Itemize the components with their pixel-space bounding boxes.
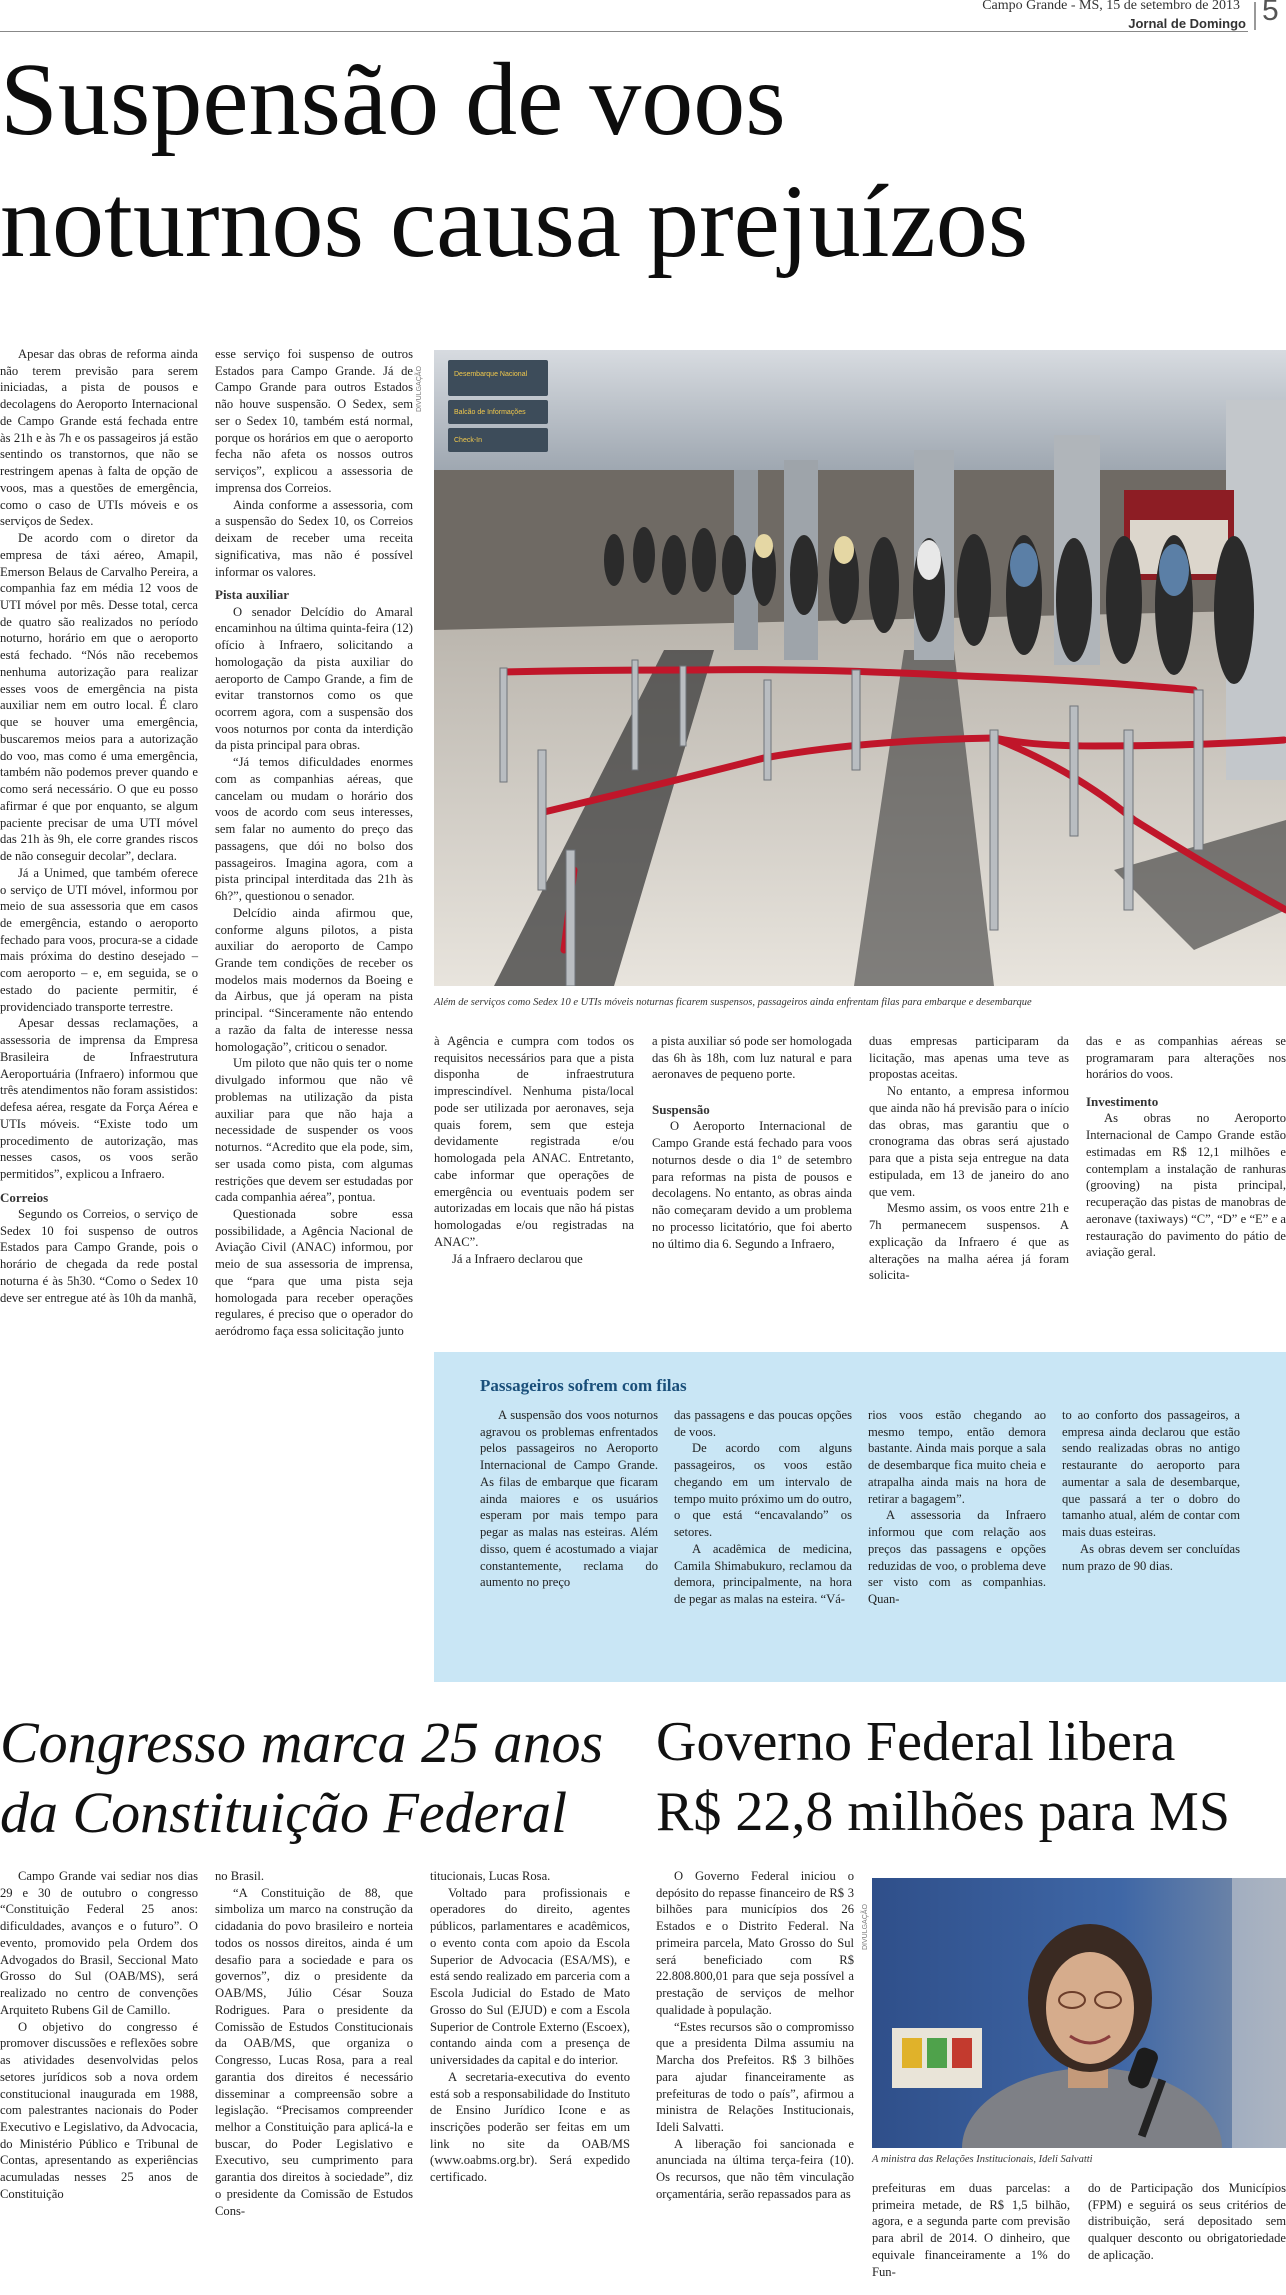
paragraph: Voltado para profissionais e operadores do direito, agentes públicos, parlamentares e acadêmicos, o evento conta com apoio da Escola Superior de Advocacia (ESA/MS), e está sendo realizado em parceria com a Escola Judicial do Estado de Mato Grosso do Sul (EJUD) e com a Escola Superior de Controle Externo (Escoex), contando ainda com a presença de universidades da capital e do interior.	[430, 1885, 630, 2068]
story2-column-3	[430, 1868, 630, 2186]
paragraph: Apesar das obras de reforma ainda não terem previsão para serem iniciadas, a pista de pousos e decolagens do Aeroporto Internacional de Campo Grande está fechada entre às 21h e às 7h e os passageiros já estão sentindo os transtornos, que não se restringem apenas à falta de opção de voos, mas a questões de emergência, como o caso de UTIs móveis e os serviços de Sedex.	[0, 347, 198, 529]
paragraph: das passagens e das poucas opções de voos.	[674, 1408, 852, 1439]
paragraph: As obras devem ser concluídas num prazo de 90 dias.	[1062, 1541, 1240, 1573]
story2-column-1	[0, 1868, 198, 2203]
photo-sign-1: Desembarque Nacional	[454, 371, 528, 378]
paragraph: à Agência e cumpra com todos os requisitos necessários para que a pista disponha de infraestrutura imprescindível. Nenhuma pista/local pode ser utilizada por aeronaves, seja quais forem, sem que esteja devidamente registrada e/ou homologada pela ANAC. Entretanto, cabe informar que operações de emergência ou eventuais podem ser autorizadas em locais que não há pistas homologadas e/ou registradas na ANAC”.	[434, 1034, 634, 1249]
paragraph: Ainda conforme a assessoria, com a suspensão do Sedex 10, os Correios deixam de receber uma receita significativa, mas não é possível informar os valores.	[215, 497, 413, 579]
paragraph: to ao conforto dos passageiros, a empresa ainda declarou que estão sendo realizadas obras no antigo restaurante do aeroporto para aumentar a sala de desembarque, que passará a ter o dobro do tamanho atual, além de contar com mais duas esteiras.	[1062, 1408, 1240, 1540]
subheading-pista-auxiliar: Pista auxiliar	[215, 587, 290, 603]
lead-column-6	[1086, 1033, 1286, 1261]
header-rule	[0, 31, 1248, 32]
paragraph: a pista auxiliar só pode ser homologada das 6h às 18h, com luz natural e para aeronaves de pequeno porte.	[652, 1034, 852, 1082]
paragraph: A acadêmica de medicina, Camila Shimabukuro, reclamou da demora, principalmente, na hora de pegar as malas na esteira. “Vá-	[674, 1541, 852, 1607]
airport-queue-photo	[434, 350, 1286, 986]
paragraph: titucionais, Lucas Rosa.	[430, 1869, 551, 1883]
lead-column-3	[434, 1033, 634, 1267]
sidebar-box-title: Passageiros sofrem com filas	[480, 1376, 687, 1395]
story3-column-2	[872, 2180, 1070, 2280]
subheading-suspensao: Suspensão	[652, 1102, 710, 1118]
sidebar-column-3	[868, 1407, 1046, 1608]
page-number: 5	[1262, 0, 1279, 27]
paper-name: Jornal de Domingo	[1128, 16, 1246, 31]
lead-column-5	[869, 1033, 1069, 1284]
story3-photo-caption: A ministra das Relações Institucionais, Ideli Salvatti	[872, 2154, 1093, 2165]
story2-column-2	[215, 1868, 413, 2219]
lead-column-1	[0, 346, 198, 1306]
lead-headline-line2: noturnos causa prejuízos	[0, 164, 1029, 279]
dateline: Campo Grande - MS, 15 de setembro de 2013	[982, 0, 1240, 13]
lead-column-4	[652, 1033, 852, 1252]
paragraph: De acordo com alguns passageiros, os voos estão chegando em um intervalo de tempo muito próximo um do outro, o que está “encavalando” os setores.	[674, 1441, 852, 1540]
page-number-divider	[1254, 2, 1256, 30]
paragraph: “Já temos dificuldades enormes com as companhias aéreas, que cancelam ou mudam o horário dos voos de acordo com seus interesses, sem falar no aumento do preço das passagens, que dói no bolso dos passageiros. Imagina agora, com a pista principal interditada das 21h às 6h?”, questionou o senador.	[215, 755, 413, 904]
paragraph: rios voos estão chegando ao mesmo tempo, então demora bastante. Ainda mais porque a sala de desembarque fica muito cheia e atrapalha ainda mais na hora de retirar a bagagem”.	[868, 1408, 1046, 1506]
paragraph: O Governo Federal iniciou o depósito do repasse financeiro de R$ 3 bilhões para municípios dos 26 Estados e o Distrito Federal. Na primeira parcela, Mato Grosso do Sul será beneficiado com R$ 22.808.800,01 para que seja possível a prestação de serviços de melhor qualidade à população.	[656, 1869, 854, 2017]
photo-credit: DIVULGAÇÃO	[416, 366, 423, 412]
sidebar-column-1	[480, 1407, 658, 1591]
photo-sign-3: Check-In	[454, 437, 483, 444]
paragraph: A liberação foi sancionada e anunciada na última terça-feira (10). Os recursos, que não têm vinculação orçamentária, serão repassados para as	[656, 2136, 854, 2201]
paragraph: O senador Delcídio do Amaral encaminhou na última quinta-feira (12) ofício à Infraero, solicitando a homologação da pista auxiliar do aeroporto de Campo Grande, a fim de evitar transtornos como os que ocorrem agora, com a suspensão dos voos noturnos por conta da interdição da pista principal para obras.	[215, 604, 413, 753]
paragraph: do de Participação dos Municípios (FPM) e seguirá os seus critérios de distribuição, será depositado sem qualquer desconto ou obrigatoriedade de aplicação.	[1088, 2181, 1286, 2262]
paragraph: Já a Infraero declarou que	[452, 1251, 583, 1266]
paragraph: Mesmo assim, os voos entre 21h e 7h permanecem suspensos. A explicação da Infraero é que as alterações na malha aérea já foram solicita-	[869, 1201, 1069, 1283]
paragraph: Apesar dessas reclamações, a assessoria de imprensa da Empresa Brasileira de Infraestrutura Aeroportuária (Infraero) informou que três atendimentos não foram assistidos: defesa aérea, resgate da Força Aérea e UTIs móveis. “Existe todo um procedimento de autorização, mas nesses casos, os voos serão permitidos”, explicou a Infraero.	[0, 1016, 198, 1181]
story3-column-3	[1088, 2180, 1286, 2264]
paragraph: prefeituras em duas parcelas: a primeira metade, de R$ 1,5 bilhão, agora, e a segunda parte com previsão para abril de 2014. O dinheiro, que equivale financeiramente a 1% do Fun-	[872, 2181, 1070, 2279]
sidebar-column-2	[674, 1407, 852, 1608]
paragraph: “Estes recursos são o compromisso que a presidenta Dilma assumiu na Marcha dos Prefeitos. R$ 3 bilhões para ajudar financeiramente as prefeituras de todo o país”, afirmou a ministra de Relações Institucionais, Ideli Salvatti.	[656, 2019, 854, 2135]
paragraph: De acordo com o diretor da empresa de táxi aéreo, Amapil, Emerson Belaus de Carvalho Pereira, a companhia faz em média 12 voos de UTI móvel por mês. Desse total, cerca de quatro são realizados no período noturno, horário em que o aeroporto está fechado. “Nós não recebemos nenhuma autorização para realizar esses voos de emergência na pista auxiliar nem em outro local. É claro que se houver uma emergência, buscaremos meios para a autorização do voo, mas como é uma emergência, também não podemos prever quando e como será necessário. O que eu posso afirmar é que por enquanto, se algum paciente precisar de uma UTI móvel das 21h às 9h, ele corre grandes riscos de não conseguir decolar”, declara.	[0, 531, 198, 864]
story3-column-1	[656, 1868, 854, 2203]
paragraph: no Brasil.	[215, 1869, 264, 1883]
paragraph: das e as companhias aéreas se programaram para alterações nos horários do voos.	[1086, 1034, 1286, 1082]
subheading-correios: Correios	[0, 1189, 49, 1205]
photo-sign-2: Balcão de Informações	[454, 409, 526, 416]
lead-photo-caption: Além de serviços como Sedex 10 e UTIs móveis noturnas ficarem suspensos, passageiros ainda enfrentam filas para embarque e desembarque	[434, 997, 1032, 1008]
paragraph: A assessoria da Infraero informou que com relação aos preços das passagens e opções reduzidas de voo, o problema deve ser visto com as companhias. Quan-	[868, 1508, 1046, 1607]
paragraph: Já a Unimed, que também oferece o serviço de UTI móvel, informou por meio de sua assessoria que em casos de emergência, estando o aeroporto fechado para voos, procura-se a cidade mais próxima do destino desejado – com aeroporto – e, em seguida, se o estado do paciente permitir, é providenciado transporte terrestre.	[0, 865, 198, 1014]
lead-column-2	[215, 346, 413, 1340]
paragraph: Campo Grande vai sediar nos dias 29 e 30 de outubro o congresso “Constituição Federal 25 anos: dificuldades, avanços e o futuro”. O evento, promovido pela Ordem dos Advogados do Brasil, Seccional Mato Grosso do Sul (OAB/MS), será realizado no centro de convenções Arquiteto Rubens Gil de Camillo.	[0, 1869, 198, 2017]
paragraph: O Aeroporto Internacional de Campo Grande está fechado para voos noturnos desde o dia 1º de setembro para reformas na pista de pousos e decolagens. No entanto, as obras ainda não começaram devido a um problema no processo licitatório, que foi aberto no último dia 6. Segundo a Infraero,	[652, 1119, 852, 1251]
sidebar-column-4	[1062, 1407, 1240, 1574]
paragraph: duas empresas participaram da licitação, mas apenas uma teve as propostas aceitas.	[869, 1034, 1069, 1082]
story2-headline-line2: da Constituição Federal	[0, 1780, 568, 1845]
paragraph: Segundo os Correios, o serviço de Sedex 10 foi suspenso de outros Estados para Campo Grande, pois o horário de chegada da rede postal noturna é às 5h30. “Como o Sedex 10 deve ser entregue até às 10h da manhã,	[0, 1207, 198, 1305]
paragraph: O objetivo do congresso é promover discussões e reflexões sobre as atividades desenvolvidas pelos setores jurídicos sob a nova ordem constitucional inaugurada em 1988, com palestrantes nacionais do Poder Executivo e Legislativo, da Advocacia, do Ministério Público e Tribunal de Contas, apresentando as experiências acumuladas nesses 25 anos de Constituição	[0, 2019, 198, 2201]
paragraph: A suspensão dos voos noturnos agravou os problemas enfrentados pelos passageiros no Aeroporto Internacional de Campo Grande. As filas de embarque que ficaram ainda maiores e os usuários esperam por mais tempo para pegar as malas nas esteiras. Além disso, quem é acostumado a viajar constantemente, reclama do aumento no preço	[480, 1408, 658, 1590]
story2-headline-line1: Congresso marca 25 anos	[0, 1710, 604, 1775]
minister-portrait-photo	[872, 1878, 1286, 2148]
lead-headline-line1: Suspensão de voos	[0, 42, 786, 157]
paragraph: No entanto, a empresa informou que ainda não há previsão para o início das obras, mas garantiu que o cronograma das obras será ajustado para que a pista seja entregue na data estipulada, em 13 de janeiro do ano que vem.	[869, 1084, 1069, 1199]
paragraph: esse serviço foi suspenso de outros Estados para Campo Grande. Já de Campo Grande para outros Estados não houve suspensão. O Sedex, sem ser o Sedex 10, também está normal, porque os horários em que o aeroporto fecha não afeta os nossos outros serviços”, explicou a assessoria de imprensa dos Correios.	[215, 347, 413, 495]
story3-headline-line1: Governo Federal libera	[656, 1711, 1176, 1773]
story3-headline-line2: R$ 22,8 milhões para MS	[656, 1781, 1230, 1843]
story3-photo-credit: DIVULGAÇÃO	[862, 1904, 869, 1950]
paragraph: As obras no Aeroporto Internacional de Campo Grande estão estimadas em R$ 12,1 milhões e contemplam a instalação de ranhuras (grooving) na pista principal, recuperação das pistas de manobras de aeronave (taxiways) “C”, “D” e “E” e a restauração do pavimento do pátio de aviação geral.	[1086, 1111, 1286, 1260]
paragraph: Delcídio ainda afirmou que, conforme alguns pilotos, a pista auxiliar do aeroporto de Campo Grande tem condições de receber os modelos mais modernos da Boeing e da Airbus, que já operam na pista principal. “Sinceramente não entendo a razão da falta de interesse nessa homologação”, criticou o senador.	[215, 905, 413, 1054]
paragraph: “A Constituição de 88, que simboliza um marco na construção da cidadania do povo brasileiro e norteia todos os nossos direitos, ainda é um desafio para a sociedade e para os governos”, diz o presidente da OAB/MS, Júlio César Souza Rodrigues. Para o presidente da Comissão de Estudos Constitucionais da OAB/MS, que organiza o Congresso, Lucas Rosa, para a real garantia dos direitos é necessário disseminar a compreensão sobre a legislação. “Precisamos compreender melhor a Constituição para aplicá-la e buscar, do Poder Legislativo e Executivo, seu cumprimento para garantia dos direitos à sociedade”, diz o presidente da Comissão de Estudos Cons-	[215, 1885, 413, 2218]
paragraph: Um piloto que não quis ter o nome divulgado informou que não vê problemas na utilização da pista auxiliar para que não haja a necessidade de suspender os voos noturnos. “Acredito que ela pode, sim, ser usada como pista, com algumas restrições que devem ser estudadas por cada companhia aérea”, pontua.	[215, 1056, 413, 1205]
subheading-investimento: Investimento	[1086, 1094, 1159, 1110]
paragraph: A secretaria-executiva do evento está sob a responsabilidade do Instituto de Ensino Jurídico Icone e as inscrições poderão ser feitas em um link no site da OAB/MS (www.oabms.org.br). Será expedido certificado.	[430, 2069, 630, 2185]
paragraph: Questionada sobre essa possibilidade, a Agência Nacional de Aviação Civil (ANAC) informou, por meio de sua assessoria de imprensa, que “para que uma pista seja homologada para receber operações regulares, é preciso que o operador do aeródromo faça essa solicitação junto	[215, 1207, 413, 1339]
